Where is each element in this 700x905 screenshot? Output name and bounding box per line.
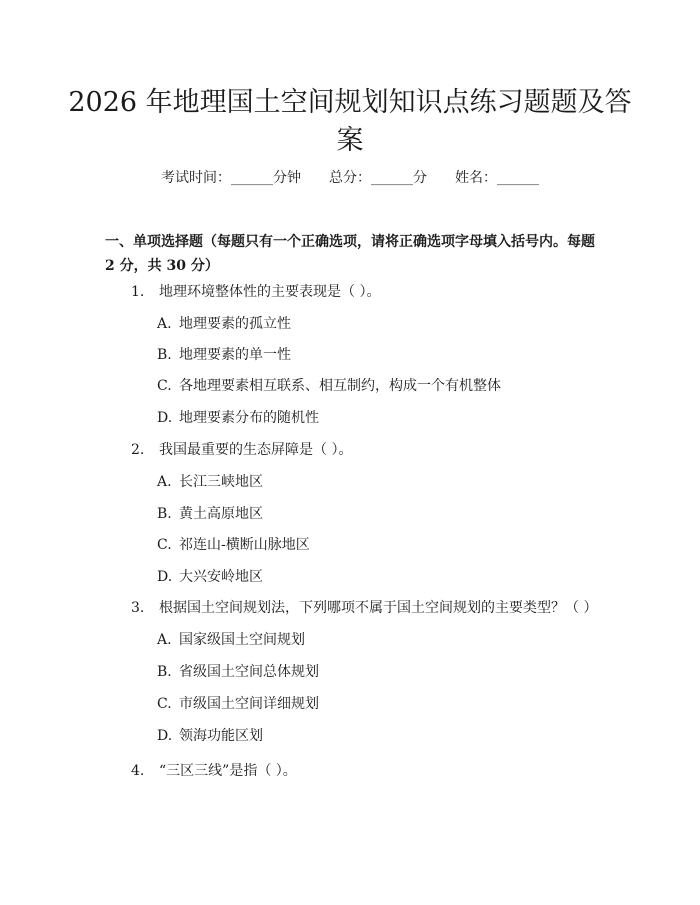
exam-time-label: 考试时间：______分钟 xyxy=(161,170,301,186)
option-letter: B. xyxy=(157,347,172,363)
option-text: 省级国土空间总体规划 xyxy=(179,664,319,680)
question-text: 根据国土空间规划法，下列哪项不属于国土空间规划的主要类型？（ ） xyxy=(159,600,598,616)
question-1-option-b xyxy=(157,345,291,365)
option-text: 市级国土空间详细规划 xyxy=(179,696,319,712)
option-letter: B. xyxy=(157,506,172,522)
option-letter: A. xyxy=(157,316,172,332)
question-1-option-d xyxy=(157,408,319,428)
question-text: 我国最重要的生态屏障是（ ）。 xyxy=(159,442,353,458)
document-title: 2026 年地理国土空间规划知识点练习题题及答案 xyxy=(68,87,632,156)
section-heading: 一、单项选择题（每题只有一个正确选项，请将正确选项字母填入括号内。每题 2 分，共 30 分） xyxy=(105,234,595,274)
question-2 xyxy=(131,440,352,460)
option-letter: D. xyxy=(157,410,173,426)
question-number: 2. xyxy=(131,442,145,458)
question-1-option-c xyxy=(157,376,501,396)
option-letter: A. xyxy=(157,474,172,490)
total-score-label: 总分：______分 xyxy=(329,170,427,186)
option-text: 黄土高原地区 xyxy=(179,506,263,522)
question-2-option-a xyxy=(157,472,263,492)
option-text: 地理要素的单一性 xyxy=(179,347,291,363)
exam-meta xyxy=(0,168,700,188)
question-4 xyxy=(131,761,297,781)
question-number: 1. xyxy=(131,284,145,300)
question-text: 地理环境整体性的主要表现是（ ）。 xyxy=(159,284,381,300)
option-text: 长江三峡地区 xyxy=(179,474,263,490)
question-3-option-b xyxy=(157,662,319,682)
option-text: 地理要素的孤立性 xyxy=(179,316,291,332)
option-text: 地理要素分布的随机性 xyxy=(179,410,319,426)
option-text: 国家级国土空间规划 xyxy=(179,632,305,648)
option-letter: C. xyxy=(157,696,172,712)
name-label: 姓名：______ xyxy=(455,170,539,186)
option-letter: B. xyxy=(157,664,172,680)
question-2-option-d xyxy=(157,567,263,587)
question-3 xyxy=(131,598,597,618)
question-2-option-c xyxy=(157,535,310,555)
question-number: 3. xyxy=(131,600,145,616)
question-3-option-c xyxy=(157,694,319,714)
option-text: 领海功能区划 xyxy=(179,728,263,744)
option-letter: D. xyxy=(157,569,173,585)
question-1-option-a xyxy=(157,314,291,334)
option-text: 各地理要素相互联系、相互制约，构成一个有机整体 xyxy=(179,378,501,394)
question-1 xyxy=(131,282,380,302)
question-2-option-b xyxy=(157,504,263,524)
option-letter: D. xyxy=(157,728,173,744)
question-number: 4. xyxy=(131,763,145,779)
option-letter: A. xyxy=(157,632,172,648)
option-text: 大兴安岭地区 xyxy=(179,569,263,585)
option-text: 祁连山-横断山脉地区 xyxy=(179,537,310,553)
question-3-option-d xyxy=(157,726,263,746)
question-3-option-a xyxy=(157,630,305,650)
question-text: “三区三线”是指（ ）。 xyxy=(159,763,297,779)
option-letter: C. xyxy=(157,378,172,394)
option-letter: C. xyxy=(157,537,172,553)
